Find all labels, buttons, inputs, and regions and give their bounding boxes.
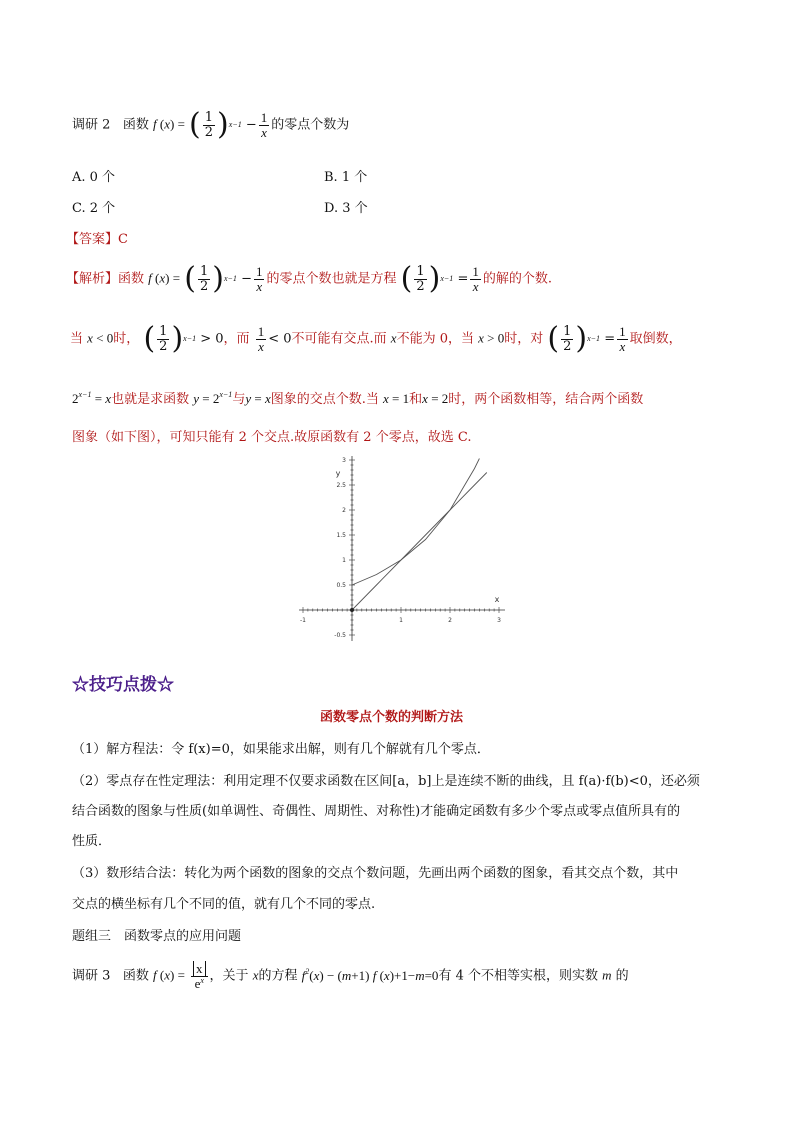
y-tick-label: 1 xyxy=(342,557,346,564)
analysis-text: 时，对 xyxy=(504,331,544,347)
origin-point xyxy=(350,608,354,612)
analysis-text: 时，两个函数相等，结合两个函数 xyxy=(448,392,644,407)
option-d[interactable]: D. 3 个 xyxy=(324,201,368,216)
analysis-text: 与 xyxy=(232,392,246,407)
tips-item-1: （1）解方程法：令 f(x)=0，如果能求出解，则有几个解就有几个零点． xyxy=(72,742,490,757)
formula-base-half: ( $\frac{1}{2}$ ) x−1 xyxy=(143,321,197,356)
problem-text: 的零点个数为 xyxy=(271,117,350,133)
x-tick-label: 1 xyxy=(399,617,403,624)
analysis-text: 不能为 0，当 xyxy=(396,331,474,347)
formula-one-over-x: $\frac{1}{x}$ xyxy=(257,323,265,354)
analysis-line-3: $2^{x-1} = x$也就是求函数 $y = 2^{x-1}$与y = x图象的交点个数.当 x = 1和x = 2时，两个函数相等，结合两个函数 xyxy=(72,390,644,407)
analysis-text: 不可能有交点.而 xyxy=(291,331,387,347)
formula-one-over-x: $\frac{1}{x}$ xyxy=(619,323,626,354)
formula-base-half: ( $\frac{1}{2}$ ) x−1 xyxy=(547,321,601,356)
y-tick-label: 1.5 xyxy=(336,532,346,539)
analysis-text: 的零点个数也就是方程 xyxy=(266,271,397,287)
analysis-text: 当 xyxy=(70,331,84,347)
option-a[interactable]: A. 0 个 xyxy=(72,170,116,185)
analysis-text: 和 xyxy=(409,392,423,407)
function-graph xyxy=(290,455,520,655)
answer-value: C xyxy=(118,232,128,247)
problem-3-stem: 调研 3 函数 f (x) = $\frac{x}{e^x}$ ，关于 x的方程 $f^2(x) - (m+1)$ f (x)+1−m=0有 4 个不相等实根，则实数 m 的 xyxy=(72,961,629,991)
formula-base-half: ( $\frac{1}{2}$ ) x−1 xyxy=(184,261,237,296)
problem-text: 的方程 xyxy=(258,968,298,984)
x-tick-label: -1 xyxy=(300,617,306,624)
analysis-line-2: 当 x < 0时， ( $\frac{1}{2}$ ) x−1 > 0，而 $\frac{1}{x}$ < 0不可能有交点.而 x不能为 0，当 x > 0时，对 ( $\frac{1}{2}$ ) x−1 = $\frac{1}{x}$ 取倒数， xyxy=(70,321,682,356)
x-tick-label: 3 xyxy=(497,617,501,624)
tips-item-2-line-3: 性质． xyxy=(72,834,112,849)
analysis-text: 的解的个数. xyxy=(482,271,552,287)
formula-one-over-x: $\frac{1}{x}$ xyxy=(472,263,479,294)
y-tick-label: 2.5 xyxy=(336,482,346,489)
problem-2-stem: 调研 2 函数 f (x) = ( $\frac{1}{2}$ ) x−1 − $\frac{1}{x}$ 的零点个数为 xyxy=(72,107,350,142)
series-line-linear xyxy=(352,473,487,611)
tips-subheading: 函数零点个数的判断方法 xyxy=(320,710,464,725)
group-3-title: 题组三 函数零点的应用问题 xyxy=(72,929,242,944)
answer-tag: 【答案】 xyxy=(66,232,119,247)
problem-text: ，关于 xyxy=(209,968,249,984)
formula-fx: f (x) = xyxy=(148,270,181,286)
tips-item-3-line-2: 交点的横坐标有几个不同的值，就有几个不同的零点. xyxy=(72,897,376,912)
formula-equation: $f^2(x) - (m+1)$ f (x)+1−m=0 xyxy=(301,966,439,983)
problem-label: 调研 2 xyxy=(72,117,111,133)
problem-text: 的 xyxy=(615,968,629,984)
y-tick-label: 3 xyxy=(342,457,346,464)
analysis-text: 图象的交点个数.当 xyxy=(270,392,379,407)
y-tick-label: 2 xyxy=(342,507,346,514)
tips-item-3-line-1: （3）数形结合法：转化为两个函数的图象的交点个数问题，先画出两个函数的图象，看其交点个数，其中 xyxy=(72,866,679,881)
analysis-tag: 【解析】 xyxy=(66,271,119,287)
option-c[interactable]: C. 2 个 xyxy=(72,201,116,216)
analysis-text: 时， xyxy=(113,331,140,347)
problem-text: 有 4 个不相等实根，则实数 xyxy=(438,968,598,984)
analysis-text: 函数 xyxy=(118,271,145,287)
x-axis-label: x xyxy=(494,595,500,604)
formula-one-over-x: $\frac{1}{x}$ xyxy=(260,109,268,140)
problem-label: 调研 3 xyxy=(72,968,111,984)
tips-item-2-line-1: （2）零点存在性定理法：利用定理不仅要求函数在区间[a，b]上是连续不断的曲线，且 f(a)·f(b)<0，还必须 xyxy=(72,774,700,789)
analysis-text: 也就是求函数 xyxy=(111,392,190,407)
analysis-line-1: 【解析】函数 f (x) = ( $\frac{1}{2}$ ) x−1 − $\frac{1}{x}$ 的零点个数也就是方程 ( $\frac{1}{2}$ ) x−1 = $\frac{1}{x}$ 的解的个数. xyxy=(66,261,552,296)
formula-base-half: ( $\frac{1}{2}$ ) x−1 xyxy=(189,107,242,142)
x-tick-label: 2 xyxy=(448,617,452,624)
formula-fx: f (x) = xyxy=(152,967,185,983)
tips-heading: ☆技巧点拨☆ xyxy=(72,675,174,695)
tips-item-2-line-2: 结合函数的图象与性质(如单调性、奇偶性、周期性、对称性)才能确定函数有多少个零点或零点值所具有的 xyxy=(72,804,681,819)
y-axis-label: y xyxy=(335,469,341,478)
formula-abs-x-over-ex: $\frac{x}{e^x}$ xyxy=(191,962,208,990)
analysis-text: 取倒数， xyxy=(629,331,682,347)
formula-fx: f (x) = xyxy=(152,116,185,132)
series-line-exponential xyxy=(352,459,479,586)
problem-text: 函数 xyxy=(122,968,149,984)
y-tick-label: -0.5 xyxy=(334,632,346,639)
analysis-line-4: 图象（如下图），可知只能有 2 个交点.故原函数有 2 个零点，故选 C. xyxy=(72,430,472,445)
analysis-text: ，而 xyxy=(223,331,250,347)
formula-one-over-x: $\frac{1}{x}$ xyxy=(255,263,263,294)
formula-base-half: ( $\frac{1}{2}$ ) x−1 xyxy=(400,261,454,296)
option-b[interactable]: B. 1 个 xyxy=(324,170,368,185)
answer-line xyxy=(66,228,128,247)
problem-text: 函数 xyxy=(122,117,149,133)
y-tick-label: 0.5 xyxy=(336,582,346,589)
